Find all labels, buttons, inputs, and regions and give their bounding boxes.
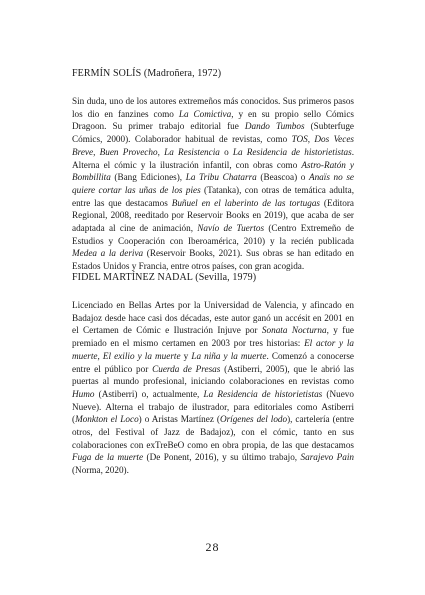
bio-text: , y fue premiado en el mismo certamen en 2003 por tres historias: <box>72 325 355 349</box>
author-bio-fidel-martinez-nadal <box>72 299 354 477</box>
work-title: La Comictiva <box>178 108 232 119</box>
bio-text: (Astiberri, 2005), que le abrió las puertas al mundo profesional, iniciando colaboraciones en revistas como <box>72 363 354 387</box>
work-title: La Residencia de historietistas <box>203 388 323 399</box>
bio-text: Licenciado en Bellas Artes por la Universidad de Valencia, y afincado en Badajoz desde hace casi dos décadas, este autor ganó un accésit en 2001 en el Certamen de Cómic e Ilustración Injuve por <box>72 300 354 336</box>
bio-text: , y en su propio sello Cómics Dragoon. Su primer trabajo editorial fue <box>72 108 354 132</box>
work-title: El actor y la muerte <box>72 338 354 361</box>
bio-text: y <box>180 350 192 361</box>
work-title: La Residencia de historietistas <box>232 146 352 157</box>
bio-text: , <box>97 350 103 361</box>
work-title: Dando Tumbos <box>244 121 305 132</box>
bio-text: (Astiberri) o, actualmente, <box>94 388 204 399</box>
bio-text: (Beascoa) o <box>256 172 309 183</box>
work-title: La niña y la muerte <box>191 350 267 361</box>
author-bio-fermin-solis <box>72 95 354 273</box>
bio-text: (Nuevo Nueve). Alterna el trabajo de ilustrador, para editoriales como Astiberri ( <box>72 388 354 425</box>
bio-text: (Subterfuge Cómics, 2000). Colaborador habitual de revistas, como <box>72 121 354 145</box>
work-title: Astro-Ratón y Bombillita <box>72 159 355 183</box>
author-heading-fidel-martinez-nadal <box>72 272 354 284</box>
author-origin: (Sevilla, 1979) <box>195 272 257 283</box>
bio-text: (Editora Regional, 2008, reeditado por Reservoir Books en 2019), que acaba de ser adaptada al cine de animación, <box>72 197 354 234</box>
bio-text: (Norma, 2020). <box>72 465 129 476</box>
author-name: FIDEL MARTÍNEZ NADAL <box>72 272 193 283</box>
author-origin: (Madroñera, 1972) <box>143 68 222 79</box>
work-title: Medea a la deriva <box>72 248 144 259</box>
page-number: 28 <box>205 540 220 554</box>
work-title: Sarajevo Pain <box>300 452 355 463</box>
work-title: Monkton el Loco <box>75 414 139 425</box>
work-title: Anaïs no se quiere cortar las uñas de los pies <box>72 172 354 195</box>
work-title: La Resistencia <box>164 146 220 157</box>
bio-text: (De Ponent, 2016), y su último trabajo, <box>143 452 301 463</box>
bio-text: . Comenzó a conocerse entre el público por <box>72 350 355 374</box>
bio-text: (Centro Extremeño de Estudios y Cooperación con Iberoamérica, 2010) y la recién publicada <box>72 223 354 246</box>
work-title: Fuga de la muerte <box>72 452 144 463</box>
bio-text: , <box>157 146 165 157</box>
bio-text: ) o Aristas Martínez ( <box>138 414 220 425</box>
bio-text: (Reservoir Books, 2021). Sus obras se han editado en Estados Unidos y Francia, entre otros países, con gran acogida. <box>72 248 354 272</box>
bio-text: , <box>307 134 315 145</box>
work-title: Navío de Tuertos <box>197 223 265 234</box>
bio-text: , <box>93 146 100 157</box>
work-title: Buñuel en el laberinto de las tortugas <box>171 197 321 208</box>
work-title: Sonata Nocturna <box>261 325 327 336</box>
bio-text: ), cartelería (entre otros, del Festival of Jazz de Badajoz), con el cómic, tanto en sus colaboraciones con exTreBeO como en obra propia, de las que destacamos <box>72 414 354 450</box>
author-heading-fermin-solis <box>72 68 354 80</box>
bio-text: . Alterna el cómic y la ilustración infantil, con obras como <box>72 146 354 170</box>
work-title: Cuerda de Presas <box>152 363 221 374</box>
work-title: Orígenes del lodo <box>219 414 288 425</box>
work-title: Humo <box>72 388 95 399</box>
bio-text: o <box>219 146 233 157</box>
bio-text: (Bang Ediciones), <box>110 172 186 183</box>
work-title: El exilio y la muerte <box>102 350 181 361</box>
work-title: Buen Provecho <box>99 146 158 157</box>
bio-text: (Tatanka), con otras de temática adulta, entre las que destacamos <box>72 184 354 208</box>
work-title: Dos Veces Breve <box>72 134 354 157</box>
work-title: La Tribu Chatarra <box>185 172 257 183</box>
bio-text: Sin duda, uno de los autores extremeños más conocidos. Sus primeros pasos los dio en fanzines como <box>72 96 354 119</box>
author-name: FERMÍN SOLÍS <box>72 68 142 79</box>
work-title: TOS <box>291 134 308 145</box>
